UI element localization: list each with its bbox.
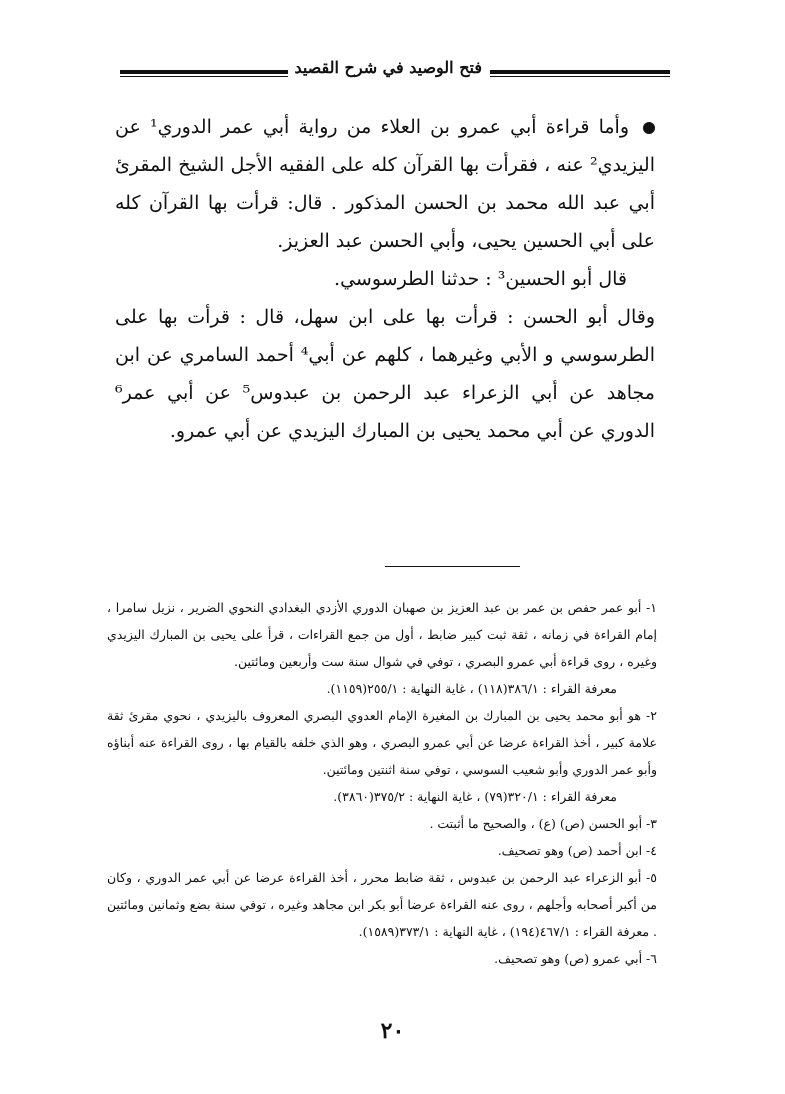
footnote-separator	[385, 566, 520, 567]
main-text	[115, 108, 655, 450]
footnote-4: ٤- ابن أحمد (ص) وهو تصحيف.	[497, 843, 657, 858]
header-title: فتح الوصيد في شرح القصيد	[294, 58, 482, 77]
paragraph-1-text: وأما قراءة أبي عمرو بن العلاء من رواية أبي عمر الدوري¹ عن اليزيدي² عنه ، فقرأت بها القرآن كله على الفقيه الأجل الشيخ المقرئ أبي عبد الله محمد بن الحسن المذكور . قال: قرأت بها القرآن كله على أبي الحسين يحيى، وأبي الحسن عبد العزيز.	[115, 116, 655, 252]
header-rule-left-thin	[120, 76, 288, 77]
footnote-2-reference: معرفة القراء : ٣٢٠/١(٧٩) ، غاية النهاية : ٣٧٥/٢(٣٨٦٠).	[333, 789, 617, 804]
footnote-6: ٦- أبي عمرو (ص) وهو تصحيف.	[494, 951, 657, 966]
footnote-1-reference: معرفة القراء : ٣٨٦/١(١١٨) ، غاية النهاية : ٢٥٥/١(١١٥٩).	[326, 681, 617, 696]
paragraph-2: قال أبو الحسين³ : حدثنا الطرسوسي.	[334, 268, 627, 290]
footnote-1: ١- أبو عمر حفص بن عمر بن عبد العزيز بن صهبان الدوري الأزدي البغدادي النحوي الضرير ، نزيل سامرا ، إمام القراءة في زمانه ، ثقة ثبت كبير ضابط ، أول من جمع القراءات ، قرأ على يحيى بن المبارك اليزيدي وغيره ، روى قراءة أبي عمرو البصري ، توفي في شوال سنة ست وأربعين ومائتين.	[107, 600, 657, 669]
paragraph-1	[115, 108, 655, 260]
footnote-3: ٣- أبو الحسن (ص) (ع) ، والصحيح ما أثبتت .	[429, 816, 657, 831]
footnote-2: ٢- هو أبو محمد يحيى بن المبارك بن المغيرة الإمام العدوي البصري المعروف باليزيدي ، نحوي مقرئ ثقة علامة كبير ، أخذ القراءة عرضا عن أبي عمرو البصري ، وهو الذي خلفه بالقيام بها ، روى القراءة عنه أبناؤه وأبو عمر الدوري وأبو شعيب السوسي ، توفي سنة اثنتين ومائتين.	[107, 708, 657, 777]
page-number: ٢٠	[380, 1018, 405, 1044]
header-rule-left	[120, 70, 288, 74]
paragraph-3: وقال أبو الحسن : قرأت بها على ابن سهل، قال : قرأت بها على الطرسوسي و الأبي وغيرهما ، كلهم عن أبي⁴ أحمد السامري عن ابن مجاهد عن أبي الزعراء عبد الرحمن بن عبدوس⁵ عن أبي عمر⁶ الدوري عن أبي محمد يحيى بن المبارك اليزيدي عن أبي عمرو.	[115, 306, 655, 442]
footnotes	[107, 594, 657, 972]
bullet-icon	[643, 122, 655, 134]
footnote-5: ٥- أبو الزعراء عبد الرحمن بن عبدوس ، ثقة ضابط محرر ، أخذ القراءة عرضا عن أبي عمر الدوري ، وكان من أكبر أصحابه وأجلهم ، روى عنه القراءة عرضا أبو بكر ابن مجاهد وغيره ، توفي سنة بضع وثمانين ومائتين . معرفة القراء : ٤٦٧/١(١٩٤) ، غاية النهاية : ٣٧٣/١(١٥٨٩).	[107, 870, 657, 939]
running-header	[120, 58, 670, 84]
header-rule-right	[490, 70, 670, 74]
header-rule-right-thin	[490, 76, 670, 77]
